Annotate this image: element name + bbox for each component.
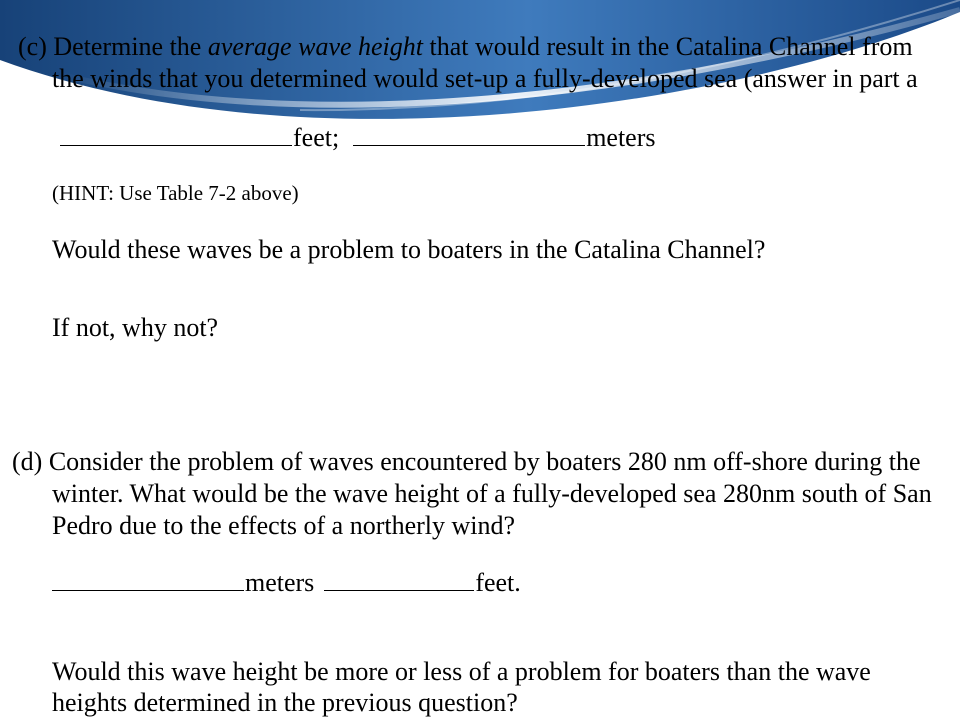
- meters-unit-label-d: meters: [245, 568, 315, 597]
- part-c-line-2: the winds that you determined would set-up a fully-developed sea (answer in part a: [52, 64, 918, 93]
- part-d-line-1: (d) Consider the problem of waves encountered by boaters 280 nm off-shore during the: [12, 447, 921, 476]
- part-d-question-line-2: heights determined in the previous question?: [52, 688, 518, 717]
- part-c-question-1: Would these waves be a problem to boaters in the Catalina Channel?: [52, 235, 766, 264]
- part-c-line-1: [18, 34, 913, 60]
- meters-answer-blank[interactable]: [353, 125, 585, 146]
- part-c-question-2: If not, why not?: [52, 313, 219, 342]
- part-d-question-line-1: Would this wave height be more or less of a problem for boaters than the wave: [52, 657, 871, 686]
- feet-answer-blank-d[interactable]: [324, 570, 474, 591]
- part-c-line-1-suffix: that would result in the Catalina Channel from: [423, 32, 913, 61]
- part-c-answer-row: [60, 125, 656, 151]
- part-d-line-3: Pedro due to the effects of a northerly wind?: [52, 511, 516, 540]
- part-c-line-1-prefix: (c) Determine the: [18, 32, 208, 61]
- feet-unit-label: feet;: [293, 123, 340, 152]
- meters-answer-blank-d[interactable]: [52, 570, 244, 591]
- meters-unit-label: meters: [586, 123, 656, 152]
- part-c-emphasis: average wave height: [207, 32, 424, 61]
- part-d-answer-row: [52, 570, 521, 596]
- feet-unit-label-d: feet.: [475, 568, 521, 597]
- part-d-line-2: winter. What would be the wave height of a fully-developed sea 280nm south of San: [52, 479, 932, 508]
- feet-answer-blank[interactable]: [60, 125, 292, 146]
- hint-text: (HINT: Use Table 7-2 above): [52, 181, 299, 205]
